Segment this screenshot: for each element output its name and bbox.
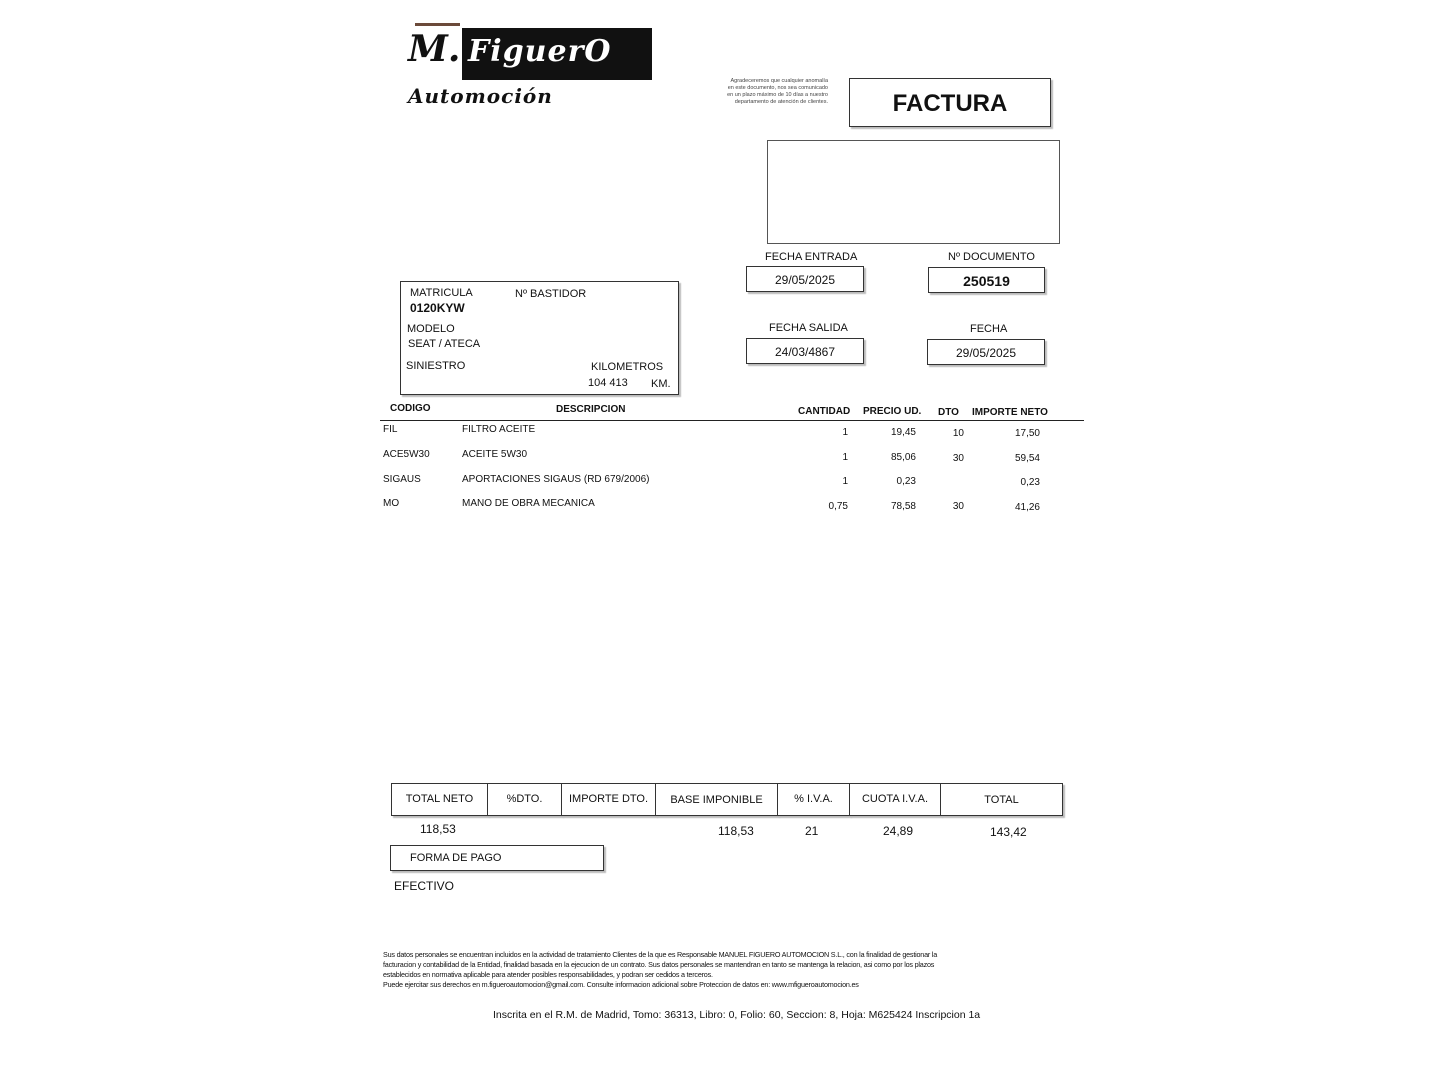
- privacy-line: Sus datos personales se encuentran incluidos en la actividad de tratamiento Clientes de la que es Responsable MANUEL FIGUERO AUTOMOCION S.L., con la finalidad de gestionar la: [383, 950, 938, 959]
- cuota-value: 24,89: [883, 824, 914, 838]
- privacy-line: Puede ejercitar sus derechos en m.figueroautomocion@gmail.com. Consulte informacion adicional sobre Proteccion de datos en: www.mfigueroautomocion.es: [383, 980, 859, 989]
- total-label: TOTAL: [984, 794, 1019, 806]
- bastidor-label: Nº BASTIDOR: [515, 288, 587, 300]
- cell-descripcion: FILTRO ACEITE: [462, 424, 536, 435]
- cell-descripcion: MANO DE OBRA MECANICA: [462, 498, 595, 509]
- col-importe: IMPORTE NETO: [972, 407, 1048, 418]
- total-neto-header: [391, 783, 488, 816]
- iva-label: % I.V.A.: [794, 793, 833, 805]
- privacy-line: establecidos en normativa aplicable para atender posibles responsabilidades, y podran ser cedidos a terceros.: [383, 970, 713, 979]
- invoice-title-box: [849, 78, 1051, 127]
- fecha-box: [927, 339, 1045, 365]
- importe-dto-header: [561, 783, 656, 816]
- col-precio: PRECIO UD.: [863, 406, 922, 417]
- cell-importe: 59,54: [1014, 453, 1040, 464]
- total-neto-value: 118,53: [420, 822, 456, 836]
- forma-pago-box: [390, 845, 604, 871]
- privacy-line: facturacion y contabilidad de la Entidad, finalidad basada en la ejecucion de un contrato. Sus datos personales se mantendran en tanto se mantenga la relacion, asi como por los plazos: [383, 960, 935, 969]
- documento-label: Nº DOCUMENTO: [948, 251, 1035, 263]
- km-value: 104 413: [588, 377, 628, 389]
- fecha-salida-value: 24/03/4867: [774, 345, 836, 359]
- cell-descripcion: ACEITE 5W30: [462, 449, 528, 460]
- total-neto-label: TOTAL NETO: [405, 793, 474, 805]
- fecha-salida-box: [746, 338, 864, 364]
- forma-pago-label: FORMA DE PAGO: [410, 852, 502, 864]
- modelo-value: SEAT / ATECA: [408, 338, 481, 350]
- cell-precio: 78,58: [890, 501, 916, 512]
- matricula-value: 0120KYW: [410, 301, 465, 315]
- col-dto: DTO: [938, 407, 959, 418]
- base-value: 118,53: [718, 824, 754, 838]
- cell-precio: 19,45: [890, 427, 916, 438]
- base-label: BASE IMPONIBLE: [670, 794, 763, 806]
- cell-precio: 0,23: [896, 476, 916, 487]
- cell-cantidad: 0,75: [828, 501, 848, 512]
- total-value: 143,42: [990, 825, 1027, 839]
- documento-box: [928, 267, 1045, 293]
- cell-dto: 10: [952, 428, 964, 439]
- cell-importe: 17,50: [1014, 428, 1040, 439]
- cell-descripcion: APORTACIONES SIGAUS (RD 679/2006): [462, 474, 650, 485]
- km-unit: KM.: [651, 378, 671, 390]
- cell-codigo: ACE5W30: [383, 449, 430, 460]
- col-cantidad: CANTIDAD: [798, 406, 851, 417]
- cell-cantidad: 1: [842, 452, 848, 463]
- logo-subtitle: Automoción: [408, 84, 553, 108]
- fecha-entrada-label: FECHA ENTRADA: [765, 251, 858, 263]
- cell-dto: 30: [952, 501, 964, 512]
- matricula-label: MATRICULA: [410, 287, 473, 299]
- company-registry: Inscrita en el R.M. de Madrid, Tomo: 36313, Libro: 0, Folio: 60, Seccion: 8, Hoja: M625424 Inscripcion 1a: [493, 1009, 981, 1021]
- col-codigo: CODIGO: [390, 403, 431, 414]
- customer-address-box: [767, 140, 1060, 244]
- fecha-label: FECHA: [970, 323, 1008, 335]
- invoice-title: FACTURA: [892, 90, 1008, 117]
- iva-value: 21: [805, 824, 819, 838]
- cell-codigo: MO: [383, 498, 400, 509]
- pct-dto-header: [487, 783, 562, 816]
- table-header-rule: [380, 420, 1084, 421]
- pct-dto-label: %DTO.: [506, 793, 543, 805]
- notice-text: Agradeceremos que cualquier anomalía en este documento, nos sea comunicado en un plazo máximo de 10 días a nuestro departamento de atención de clientes.: [727, 78, 828, 105]
- cell-cantidad: 1: [842, 427, 848, 438]
- fecha-salida-label: FECHA SALIDA: [769, 322, 848, 334]
- privacy-notice: [383, 950, 973, 990]
- cell-codigo: FIL: [383, 424, 398, 435]
- fecha-entrada-value: 29/05/2025: [774, 273, 836, 287]
- cell-importe: 0,23: [1020, 477, 1040, 488]
- siniestro-label: SINIESTRO: [406, 360, 466, 372]
- vehicle-box: [400, 281, 679, 395]
- forma-pago-value: EFECTIVO: [394, 879, 455, 893]
- col-descripcion: DESCRIPCION: [556, 404, 626, 415]
- logo-initial: M.: [408, 28, 461, 70]
- cell-importe: 41,26: [1014, 502, 1040, 513]
- fecha-value: 29/05/2025: [955, 346, 1017, 360]
- logo-accent-line: [415, 23, 460, 26]
- cuota-header: [849, 783, 941, 816]
- total-header: [940, 783, 1063, 816]
- modelo-label: MODELO: [407, 323, 455, 335]
- importe-dto-label: IMPORTE DTO.: [568, 793, 649, 805]
- fecha-entrada-box: [746, 266, 864, 292]
- cell-precio: 85,06: [890, 452, 916, 463]
- cell-cantidad: 1: [842, 476, 848, 487]
- iva-header: [777, 783, 850, 816]
- cuota-label: CUOTA I.V.A.: [861, 793, 929, 805]
- logo-name: FiguerO: [468, 34, 612, 69]
- cell-dto: 30: [952, 453, 964, 464]
- base-header: [655, 783, 778, 816]
- documento-value: 250519: [963, 273, 1010, 289]
- cell-codigo: SIGAUS: [383, 474, 421, 485]
- km-label: KILOMETROS: [591, 361, 664, 373]
